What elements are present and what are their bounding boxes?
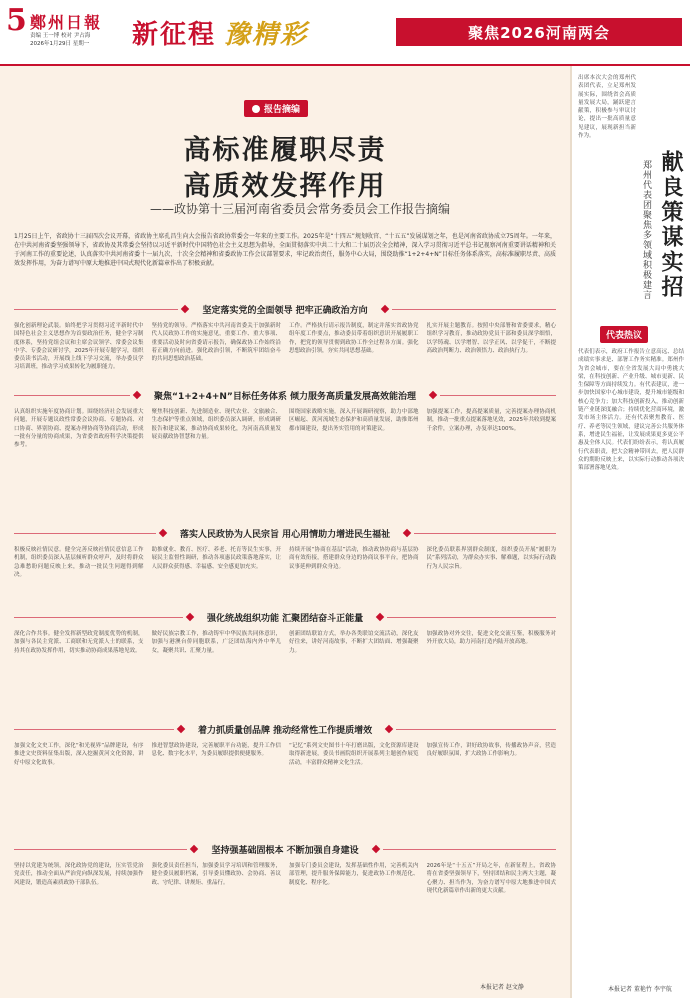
article-column: 加强宣传工作，讲好政协故事，传播政协声音，营造良好履职氛围，扩大政协工作影响力。	[426, 743, 556, 758]
report-tag-label: 报告摘编	[264, 105, 301, 115]
diamond-icon	[181, 305, 189, 313]
article-column: 加强专门委员会建设，发挥基础性作用，完善机关内部管理，提升服务保障能力，促进政协工作规范化、制度化、程序化。	[289, 863, 419, 886]
diamond-icon	[380, 305, 388, 313]
date-line: 2026年1月29日 星期一	[30, 41, 90, 47]
sidebar-credit: 本报记者 董艳竹 李宇航	[608, 986, 672, 993]
section-body	[14, 742, 556, 832]
article-column: 深化委员联系界别群众制度，组织委员开展“履职为民”系列活动，为群众办实事、解难题，以实际行动践行为人民宗旨。	[426, 547, 556, 570]
article-column: 加强提案工作，提高提案质量，完善提案办理协商机制，推动一批重点提案落地见效，2025年共收到提案千余件，立案办理，办复率达100%。	[426, 409, 556, 432]
article-column: 认真组织实施年度协商计划。围绕经济社会发展重大问题，开展专题议政性常委会议协商、专题协商、对口协商、界别协商、提案办理协商等协商活动，形成一批有分量的协商成果，为省委省政府科学决策提供参考。	[14, 409, 144, 449]
diamond-icon	[177, 725, 185, 733]
section-heading: 聚焦“1+2+4+N”目标任务体系 倾力服务高质量发展高效能治理	[14, 386, 556, 404]
article-column: 积极反映社情民意。健全完善反映社情民意信息工作机制，组织委员深入基层倾听群众呼声，及时将群众急难愁盼问题反映上来，推动一批民生问题得到解决。	[14, 547, 144, 578]
diamond-icon	[376, 613, 384, 621]
article-column: 聚焦科技创新、先进制造业、现代农业、文旅融合、生态保护等重点领域，组织委员深入调研，形成调研报告和建议案，推动协商成果转化，为河南高质量发展贡献政协智慧和力量。	[151, 409, 281, 440]
sidebar-tag-label: 代表热议	[606, 331, 643, 341]
diamond-icon	[159, 529, 167, 537]
diamond-icon	[429, 391, 437, 399]
slogan-part-b: 豫精彩	[224, 20, 309, 50]
article-column: 工作。严格执行请示报告制度，制定并落实省政协党组年度工作要点，推动委员带着组织意识开展履职工作，把党的领导贯彻到政协工作全过程各方面。强化思想政治引领，夯实共同思想基础。	[289, 323, 419, 354]
section-body	[14, 322, 556, 378]
diamond-icon	[385, 725, 393, 733]
section-body	[14, 408, 556, 516]
article-column: 持续开展“协商在基层”活动，推动政协协商与基层协商有效衔接，搭建群众身边的协商议事平台，把协商议事延伸到群众身边。	[289, 547, 419, 570]
article-column: 做好民族宗教工作，推动铸牢中华民族共同体意识，加强与港澳台侨同胞联系，广泛团结海内外中华儿女，凝聚共识、汇聚力量。	[151, 631, 281, 654]
diamond-icon	[186, 613, 194, 621]
section-heading: 强化统战组织功能 汇聚团结奋斗正能量	[14, 608, 556, 626]
section-heading: 落实人民政协为人民宗旨 用心用情助力增进民生福祉	[14, 524, 556, 542]
tag-dot-icon	[252, 105, 260, 113]
article-column: 助推就业、教育、医疗、养老、托育等民生实事，开展民主监督性调研，推动各项惠民政策落地落实，让人民群众获得感、幸福感、安全感更加充实。	[151, 547, 281, 570]
article-column: 扎实开展主题教育。按照中央部署和省委要求，精心组织学习教育，推动政协党员干部和委员深学细悟，以学铸魂、以学增智、以学正风、以学促干，不断提高政治判断力、政治领悟力、政治执行力。	[426, 323, 556, 354]
article-column: 深化合作共事。健全发挥新型政党制度优势的机制，加强与各民主党派、工商联和无党派人士的联系，支持其在政协发挥作用，切实推动协商成果落地见效。	[14, 631, 144, 654]
article-column: 创新团结联谊方式，举办各类联谊交流活动，深化友好往来，讲好河南故事，不断扩大团结面、增强凝聚力。	[289, 631, 419, 654]
article-column: 推进智慧政协建设，完善履职平台功能，提升工作信息化、数字化水平，为委员履职提供便捷服务。	[151, 743, 281, 758]
section-body	[14, 862, 556, 976]
section-banner: 聚焦2026河南两会	[396, 18, 682, 46]
section-heading: 坚持强基础固根本 不断加强自身建设	[14, 840, 556, 858]
article-column: 坚持党的领导。严格落实中共河南省委关于加强新时代人民政协工作的实施意见，重要工作、重大事项、重要活动及时向省委请示报告，确保政协工作始终沿着正确方向前进。强化政治引领，不断筑牢团结奋斗的共同思想政治基础。	[151, 323, 281, 363]
report-tag	[244, 100, 308, 117]
article-credit: 本报记者 赵文静	[480, 984, 524, 991]
section-body	[14, 546, 556, 602]
article-column: “记忆”系列文史图书十年打磨出版，文化资源库建设取得新进展，委员书画院组织开展系列主题创作展览活动，丰富群众精神文化生活。	[289, 743, 419, 766]
page-number: 5	[6, 3, 27, 38]
diamond-icon	[403, 529, 411, 537]
article-column: 强化创新理论武装。始终把学习贯彻习近平新时代中国特色社会主义思想作为首要政治任务，健全学习制度体系，坚持党组会议和主席会议领学、常委会议集中学、专委会议研讨学，2025年开展专题学习，组织委员读书活动，开展线上线下学习交流，举办委员学习培训班，推动学习成果转化为履职能力。	[14, 323, 144, 371]
article-column: 加强政协对外交往，促进文化交流互鉴，积极服务对外开放大局，助力河南打造内陆开放高地。	[426, 631, 556, 646]
diamond-icon	[190, 845, 198, 853]
article-column: 围绕国家战略实施，深入开展调研视察，助力中部地区崛起、黄河流域生态保护和高质量发展，助推郑州都市圈建设，提出务实管用的对策建议。	[289, 409, 419, 432]
section-heading: 着力抓质量创品牌 推动经常性工作提质增效	[14, 720, 556, 738]
diamond-icon	[133, 391, 141, 399]
sidebar-tag	[600, 326, 648, 343]
column-slogan	[132, 14, 308, 51]
masthead-meta	[30, 32, 110, 48]
headline-line-1: 高标准履职尽责	[183, 135, 387, 166]
sidebar-subtitle: 郑州代表团聚焦多领域积极建言	[641, 160, 651, 300]
headline-subtitle: ——政协第十三届河南省委员会常务委员会工作报告摘编	[149, 202, 450, 216]
editor-line: 责编 王一博 校对 尹占海	[30, 33, 91, 39]
article-column: 2026年是“十五五”开局之年，在新征程上，省政协将在省委坚强领导下，坚持团结和民主两大主题，凝心聚力、担当作为，为奋力谱写中原大地推进中国式现代化新篇章作出新的更大贡献。	[426, 863, 556, 894]
newspaper-name: 鄭州日報	[30, 13, 103, 32]
slogan-part-a: 新征程	[132, 20, 217, 50]
diamond-icon	[371, 845, 379, 853]
sidebar-intro: 出席本次大会的郑州代表团代表，立足郑州发展实际，围绕省会高质量发展大局，踊跃建言献策，积极参与审议讨论，提出一批高质量意见建议，展现新担当新作为。	[578, 75, 636, 140]
section-body	[14, 630, 556, 714]
headline-line-2: 高质效发挥作用	[183, 171, 387, 202]
lead-paragraph: 1月25日上午，省政协十三届四次会议开幕，省政协主席孔昌生向大会报告省政协常委会一年来的主要工作。2025年是“十四五”规划收官、“十五五”发展谋划之年，也是河南省政协成立75周年。一年来，在中共河南省委坚强领导下，省政协及其常委会坚持以习近平新时代中国特色社会主义思想为指导，全面贯彻落实中共二十大和二十届历次全会精神，深入学习贯彻习近平总书记视察河南重要讲话精神和关于河南工作的重要论述，认真落实中共河南省委十一届九次、十次全会精神和省委政协工作会议部署要求，牢记政治责任，服务中心大局，围绕助推“1+2+4+N”目标任务体系落实，高标准履职尽责、高质效发挥作用，为奋力谱写中原大地推进中国式现代化新篇章作出了积极贡献。	[14, 233, 556, 267]
sidebar-body: 代表们表示，政府工作报告立意高远、总结成绩实事求是、部署工作务实精准。郑州作为省会城市，要在全省发展大局中勇挑大梁，在科技创新、产业升级、城市更新、民生保障等方面持续发力。有代表建议，进一步加快国家中心城市建设，提升城市能级和核心竞争力；加大科技创新投入，推动创新链产业链深度融合；持续优化营商环境，激发市场主体活力。还有代表聚焦教育、医疗、养老等民生领域，建议完善公共服务体系，增进民生福祉，让发展成果更多更公平惠及全体人民。代表们纷纷表示，将认真履行代表职责，把大会精神带回去，把人民群众的期盼反映上来，以实际行动推动各项决策部署落地见效。	[578, 349, 684, 472]
masthead	[0, 0, 690, 64]
article-column: 加强文化文史工作，深化“和光视界”品牌建设，有序推进文史资料征集出版，深入挖掘黄河文化资源，讲好中原文化故事。	[14, 743, 144, 766]
section-heading: 坚定落实党的全面领导 把牢正确政治方向	[14, 300, 556, 318]
sidebar-title: 献良策谋实招	[658, 150, 684, 300]
article-column: 强化委员责任担当，加强委员学习培训和管理服务，健全委员履职档案，引导委员懂政协、会协商、善议政、守纪律、讲规矩、重品行。	[151, 863, 281, 886]
article-column: 坚持以党建为统领，深化政协党的建设，压实管党治党责任，推动全面从严治党向纵深发展，持续加强作风建设，锻造高素质政协干部队伍。	[14, 863, 144, 886]
